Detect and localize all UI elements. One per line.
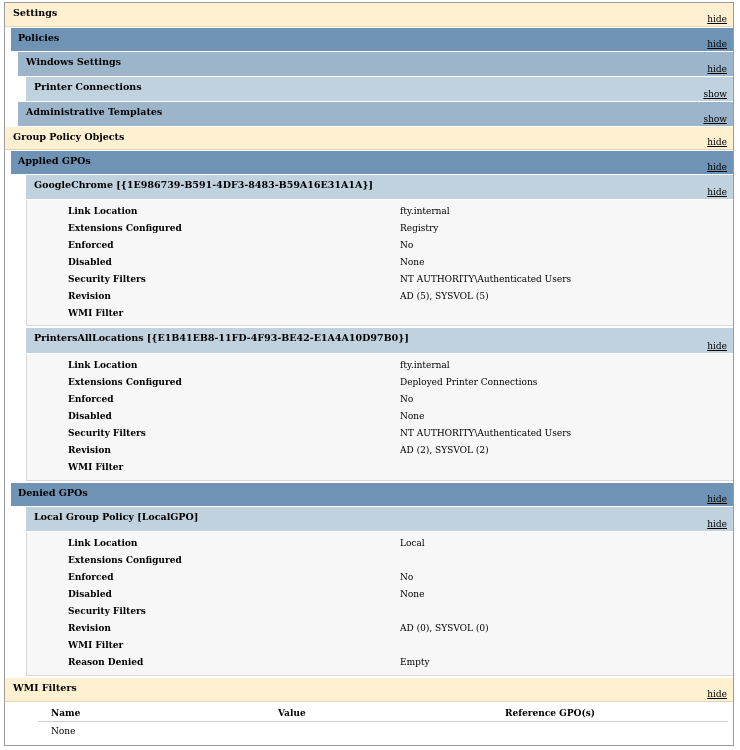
printers-link-location-value: fty.internal [400,361,450,371]
chrome-gpo-toggle[interactable]: hide [707,188,727,198]
printers-enforced-value: No [400,395,414,405]
chrome-extensions-label: Extensions Configured [68,224,182,234]
chrome-security-filters-label: Security Filters [68,275,146,285]
local-disabled-value: None [400,590,425,600]
chrome-security-filters-value: NT AUTHORITY\Authenticated Users [400,275,572,285]
local-gpo-header [26,507,733,531]
admin-templates-title: Administrative Templates [26,107,163,118]
chrome-link-location-value: fty.internal [400,207,450,217]
local-gpo-toggle[interactable]: hide [707,520,727,530]
printers-extensions-value: Deployed Printer Connections [400,378,538,388]
printers-revision-value: AD (2), SYSVOL (2) [400,446,489,456]
policies-title: Policies [18,33,60,44]
local-link-location-value: Local [400,539,425,549]
printers-security-filters-value: NT AUTHORITY\Authenticated Users [400,429,572,439]
gpo-title: Group Policy Objects [13,132,125,143]
chrome-enforced-label: Enforced [68,241,114,251]
local-reason-denied-label: Reason Denied [68,658,144,668]
policies-header [11,28,733,51]
printers-gpo-details [26,354,733,481]
local-security-filters-label: Security Filters [68,607,146,617]
denied-gpos-header [11,483,733,506]
printers-wmi-filter-label: WMI Filter [68,463,124,473]
printer-connections-toggle[interactable]: show [703,90,727,100]
chrome-gpo-title: GoogleChrome [{1E986739-B591-4DF3-8483-B59A16E31A1A}] [34,180,373,191]
chrome-enforced-value: No [400,241,414,251]
wmi-none-text: None [51,727,76,737]
settings-title: Settings [13,8,58,19]
chrome-gpo-header [26,175,733,199]
wmi-column-value: Value [278,709,306,719]
chrome-disabled-label: Disabled [68,258,112,268]
printers-enforced-label: Enforced [68,395,114,405]
printers-revision-label: Revision [68,446,111,456]
chrome-link-location-label: Link Location [68,207,138,217]
settings-toggle[interactable]: hide [707,15,727,25]
applied-gpos-title: Applied GPOs [18,156,91,167]
applied-gpos-header [11,151,733,174]
applied-gpos-toggle[interactable]: hide [707,163,727,173]
wmi-filters-toggle[interactable]: hide [707,690,727,700]
local-revision-value: AD (0), SYSVOL (0) [400,624,489,634]
windows-settings-toggle[interactable]: hide [707,65,727,75]
local-link-location-label: Link Location [68,539,138,549]
printers-disabled-value: None [400,412,425,422]
gpo-header [5,127,733,150]
local-gpo-details [26,532,733,676]
local-gpo-title: Local Group Policy [LocalGPO] [34,512,199,523]
gpo-toggle[interactable]: hide [707,138,727,148]
printers-security-filters-label: Security Filters [68,429,146,439]
wmi-filters-header [5,678,733,702]
printers-disabled-label: Disabled [68,412,112,422]
settings-header [5,3,733,27]
wmi-column-reference-gpos: Reference GPO(s) [505,709,596,719]
policies-toggle[interactable]: hide [707,40,727,50]
local-revision-label: Revision [68,624,111,634]
chrome-wmi-filter-label: WMI Filter [68,309,124,319]
local-enforced-value: No [400,573,414,583]
printers-gpo-header [26,328,733,353]
local-extensions-label: Extensions Configured [68,556,182,566]
denied-gpos-toggle[interactable]: hide [707,495,727,505]
admin-templates-header [18,102,733,126]
printers-gpo-title: PrintersAllLocations [{E1B41EB8-11FD-4F93-BE42-E1A4A10D97B0}] [34,333,409,344]
windows-settings-title: Windows Settings [26,57,122,68]
printer-connections-title: Printer Connections [34,82,142,93]
local-disabled-label: Disabled [68,590,112,600]
chrome-revision-label: Revision [68,292,111,302]
printers-extensions-label: Extensions Configured [68,378,182,388]
printers-gpo-toggle[interactable]: hide [707,342,727,352]
windows-settings-header [18,52,733,76]
chrome-revision-value: AD (5), SYSVOL (5) [400,292,489,302]
local-reason-denied-value: Empty [400,658,430,668]
denied-gpos-title: Denied GPOs [18,488,88,499]
wmi-column-name: Name [51,709,81,719]
local-wmi-filter-label: WMI Filter [68,641,124,651]
chrome-gpo-details [26,200,733,326]
admin-templates-toggle[interactable]: show [703,115,727,125]
local-enforced-label: Enforced [68,573,114,583]
chrome-extensions-value: Registry [400,224,439,234]
printer-connections-header [26,77,733,101]
printers-link-location-label: Link Location [68,361,138,371]
chrome-disabled-value: None [400,258,425,268]
wmi-header-divider [38,721,728,722]
wmi-filters-title: WMI Filters [13,683,77,694]
